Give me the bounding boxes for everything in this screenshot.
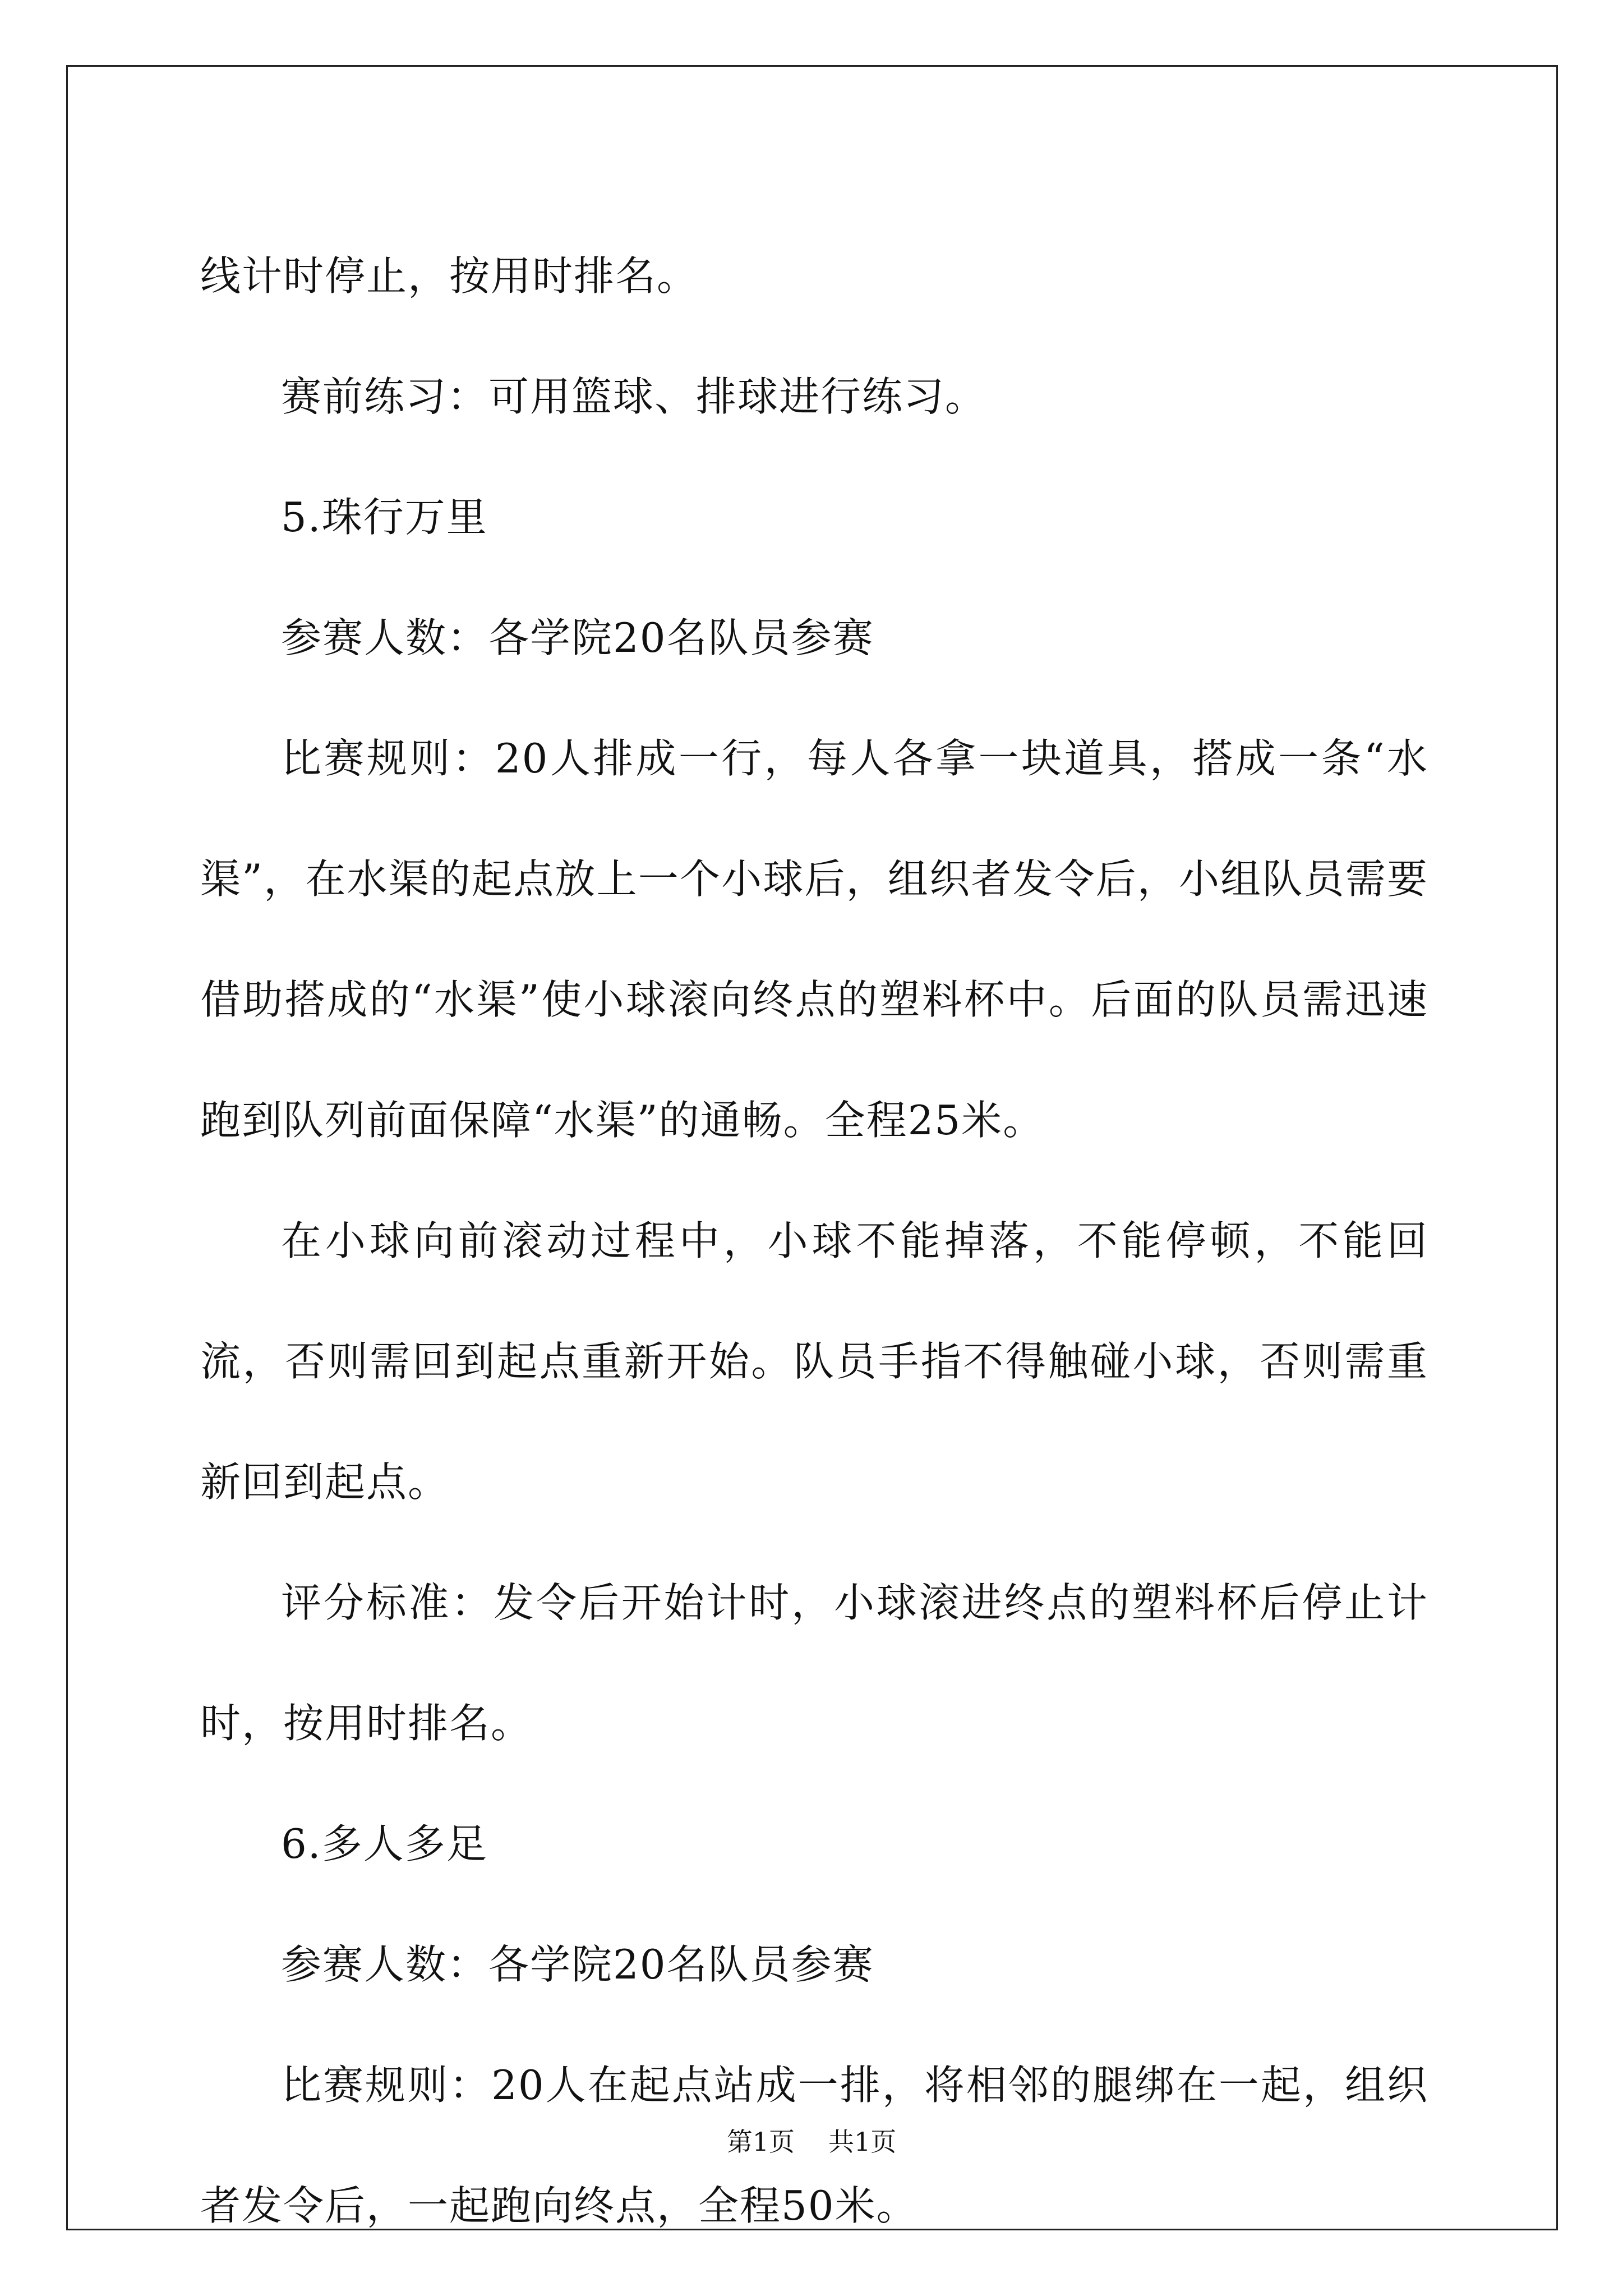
page-number: 第1页 (726, 2127, 795, 2157)
paragraph-participants-5: 参赛人数：各学院20名队员参赛 (281, 614, 874, 661)
page-footer (0, 2125, 1623, 2159)
section-heading-6: 6.多人多足 (281, 1820, 488, 1867)
paragraph-2: 赛前练习：可用篮球、排球进行练习。 (281, 373, 987, 420)
section-heading-5: 5.珠行万里 (281, 494, 488, 541)
page-total: 共1页 (828, 2127, 897, 2157)
paragraph-rules-5: 比赛规则：20人排成一行，每人各拿一块道具，搭成一条“水渠”，在水渠的起点放上一个小球后，组织者发令后，小组队员需要借助搭成的“水渠”使小球滚向终点的塑料杯中。后面的队员需迅速跑到队列前面保障“水渠”的通畅。全程25米。 (200, 735, 1428, 1144)
paragraph-scoring-5: 评分标准：发令后开始计时，小球滚进终点的塑料杯后停止计时，按用时排名。 (200, 1579, 1428, 1747)
paragraph-rules-5-cont: 在小球向前滚动过程中，小球不能掉落，不能停顿，不能回流，否则需回到起点重新开始。队员手指不得触碰小球，否则需重新回到起点。 (200, 1217, 1428, 1506)
paragraph-1: 线计时停止，按用时排名。 (200, 252, 699, 300)
document-body (200, 216, 1428, 2266)
paragraph-rules-6: 比赛规则：20人在起点站成一排，将相邻的腿绑在一起，组织者发令后，一起跑向终点，全程50米。 (200, 2062, 1428, 2229)
paragraph-participants-6: 参赛人数：各学院20名队员参赛 (281, 1941, 874, 1988)
